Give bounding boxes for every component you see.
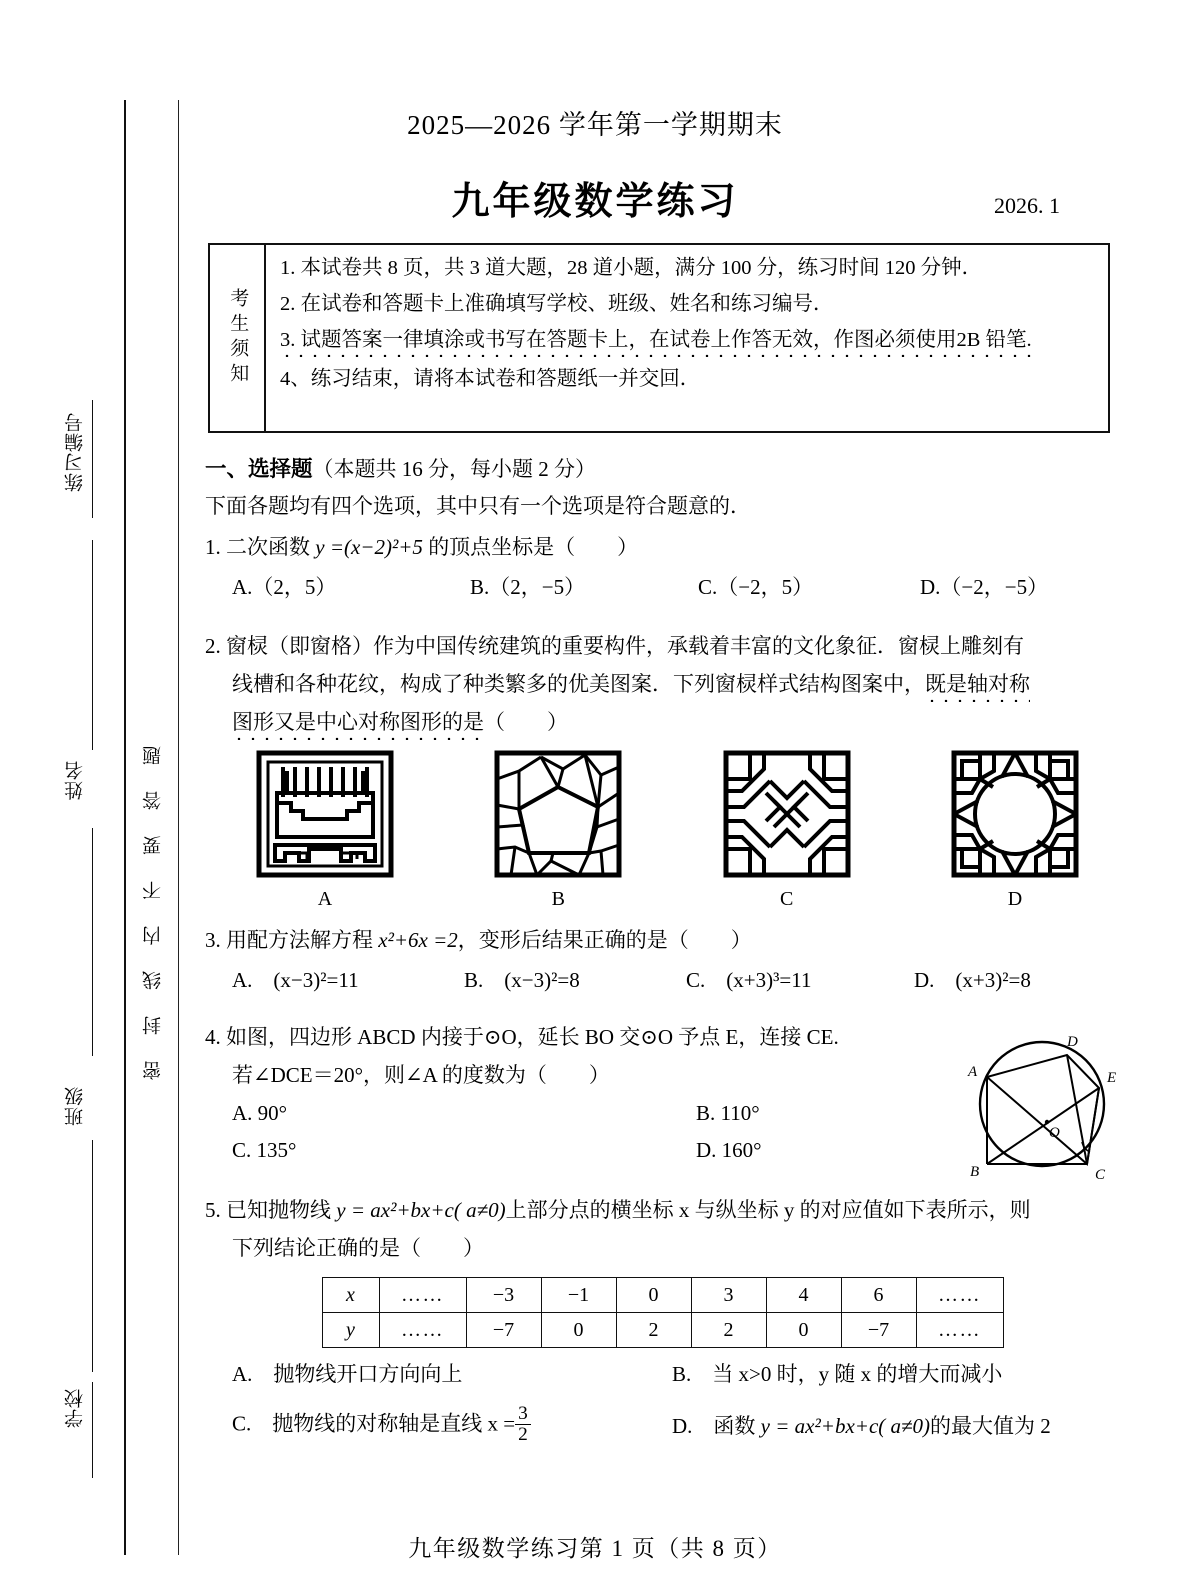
cyclic-quadrilateral-icon bbox=[954, 1024, 1132, 1182]
question-2-figure-d bbox=[950, 749, 1080, 911]
question-5-options-row-2 bbox=[205, 1404, 1120, 1446]
svg-text:A: A bbox=[968, 1064, 978, 1081]
table-cell-x-6: 6 bbox=[841, 1278, 916, 1313]
question-4-line-1-text: 如图，四边形 ABCD 内接于⊙O，延长 BO 交⊙O 予点 E，连接 CE. bbox=[226, 1025, 839, 1050]
question-3-number: 3. bbox=[205, 928, 221, 953]
fret-square-icon bbox=[255, 749, 395, 879]
table-cell-y-2: 0 bbox=[541, 1313, 616, 1348]
question-5-line-1-pre: 已知抛物线 bbox=[226, 1198, 337, 1223]
table-row-x bbox=[322, 1278, 1003, 1313]
notice-body bbox=[266, 245, 1108, 431]
table-cell-y-7: …… bbox=[916, 1313, 1003, 1348]
question-2-line-1 bbox=[205, 629, 1120, 663]
svg-text:D: D bbox=[1067, 1034, 1078, 1051]
table-cell-y-6: −7 bbox=[841, 1313, 916, 1348]
question-5-option-b[interactable]: B. 当 x>0 时，y 随 x 的增大而减小 bbox=[672, 1362, 1003, 1387]
table-row-label-y: y bbox=[322, 1313, 379, 1348]
circle-lattice-icon bbox=[950, 749, 1080, 879]
table-cell-y-1: −7 bbox=[466, 1313, 541, 1348]
page-subtitle-year: 2025—2026 学年第一学期期末 bbox=[407, 110, 783, 140]
fraction-denominator: 2 bbox=[518, 1424, 528, 1446]
question-4-option-d[interactable]: D. 160° bbox=[696, 1138, 762, 1163]
question-2-figure-c bbox=[722, 749, 852, 911]
seal-warning-text: 密封线内不要答题 bbox=[143, 720, 164, 1080]
question-2-caption-d: D bbox=[1007, 888, 1023, 911]
question-5-option-c[interactable] bbox=[232, 1404, 672, 1446]
question-1-options bbox=[205, 571, 1120, 601]
question-2-figure-a bbox=[255, 749, 395, 911]
table-cell-y-4: 2 bbox=[691, 1313, 766, 1348]
question-4 bbox=[205, 1020, 1120, 1183]
question-2-figure-b bbox=[493, 749, 623, 911]
notice-item-2: 2. 在试卷和答题卡上准确填写学校、班级、姓名和练习编号． bbox=[280, 293, 834, 316]
question-2-line-3 bbox=[205, 705, 1120, 739]
table-row-y bbox=[322, 1313, 1003, 1348]
svg-text:E: E bbox=[1107, 1070, 1117, 1087]
page-title: 九年级数学练习 bbox=[451, 181, 739, 223]
table-cell-x-1: −3 bbox=[466, 1278, 541, 1313]
question-2-caption-a: A bbox=[317, 888, 333, 911]
question-5-table-wrap bbox=[205, 1277, 1120, 1348]
question-3-option-c[interactable]: C. (x+3)³=11 bbox=[686, 968, 812, 993]
field-label-exam-number: 练习编号 bbox=[65, 412, 86, 492]
table-cell-y-3: 2 bbox=[616, 1313, 691, 1348]
question-2-line-3a: 图形又是中心对称图形的是 bbox=[232, 710, 484, 735]
page-footer: 九年级数学练习第 1 页（共 8 页） bbox=[408, 1536, 782, 1561]
notice-label-cell bbox=[210, 245, 266, 431]
question-2-figures bbox=[205, 749, 1120, 911]
margin-rule-inner bbox=[178, 100, 179, 1555]
exam-date: 2026. 1 bbox=[994, 193, 1060, 218]
table-cell-x-4: 3 bbox=[691, 1278, 766, 1313]
field-underline-name-2 bbox=[92, 828, 93, 1056]
question-1-stem-pre: 二次函数 bbox=[226, 535, 316, 559]
question-4-option-b[interactable]: B. 110° bbox=[696, 1101, 760, 1126]
candidate-notice-box bbox=[208, 243, 1110, 433]
field-label-school: 学校 bbox=[65, 1388, 86, 1428]
question-1-stem-post: 的顶点坐标是（ ） bbox=[422, 535, 639, 559]
question-4-option-c[interactable]: C. 135° bbox=[232, 1138, 297, 1163]
question-5-line-1 bbox=[205, 1193, 1120, 1227]
question-1-option-d[interactable]: D.（−2，−5） bbox=[920, 575, 1049, 600]
section-lead: 下面各题均有四个选项，其中只有一个选项是符合题意的． bbox=[205, 494, 751, 518]
question-1-stem bbox=[205, 530, 1120, 564]
question-5-number: 5. bbox=[205, 1198, 221, 1223]
svg-text:C: C bbox=[1095, 1167, 1106, 1183]
svg-text:O: O bbox=[1049, 1125, 1060, 1142]
question-2-line-2a: 线槽和各种花纹，构成了种类繁多的优美图案．下列窗棂样式结构图案中， bbox=[232, 672, 925, 697]
question-1-option-b[interactable]: B.（2，−5） bbox=[470, 575, 586, 600]
question-2-line-2 bbox=[205, 667, 1120, 701]
question-3-stem bbox=[205, 923, 1120, 957]
swastika-lattice-icon bbox=[722, 749, 852, 879]
question-3-stem-post: ，变形后结果正确的是（ ） bbox=[457, 928, 752, 953]
table-cell-x-0: …… bbox=[379, 1278, 466, 1313]
question-5-line-1-post: 上部分点的横坐标 x 与纵坐标 y 的对应值如下表所示，则 bbox=[505, 1198, 1031, 1223]
table-cell-x-3: 0 bbox=[616, 1278, 691, 1313]
table-cell-x-5: 4 bbox=[766, 1278, 841, 1313]
field-underline-exam-number bbox=[92, 400, 93, 518]
table-cell-y-0: …… bbox=[379, 1313, 466, 1348]
question-3-stem-math: x²+6x =2 bbox=[378, 928, 458, 953]
svg-text:B: B bbox=[970, 1164, 980, 1181]
question-3-option-b[interactable]: B. (x−3)²=8 bbox=[464, 968, 580, 993]
notice-item-1: 1. 本试卷共 8 页，共 3 道大题，28 道小题，满分 100 分，练习时间 120 分钟． bbox=[280, 257, 983, 279]
question-4-option-a[interactable]: A. 90° bbox=[232, 1101, 288, 1126]
ice-crack-pentagon-icon bbox=[493, 749, 623, 879]
field-underline-name bbox=[92, 540, 93, 750]
question-5-option-d-math: y = ax²+bx+c( a≠0) bbox=[760, 1413, 931, 1438]
field-label-class: 班级 bbox=[65, 1086, 86, 1126]
question-5-option-c-pre: C. 抛物线的对称轴是直线 x = bbox=[232, 1411, 516, 1436]
question-1-option-a[interactable]: A.（2，5） bbox=[232, 575, 337, 600]
question-3-option-d[interactable]: D. (x+3)²=8 bbox=[914, 968, 1031, 993]
field-underline-school bbox=[92, 1382, 93, 1478]
question-2 bbox=[205, 629, 1120, 911]
question-2-number: 2. bbox=[205, 634, 221, 659]
question-5-option-d-pre: D. 函数 bbox=[672, 1413, 761, 1438]
question-4-number: 4. bbox=[205, 1025, 221, 1050]
question-5 bbox=[205, 1193, 1120, 1446]
question-5-line-1-math: y = ax²+bx+c( a≠0) bbox=[336, 1198, 506, 1223]
question-5-option-d-post: 的最大值为 2 bbox=[930, 1413, 1051, 1438]
question-4-line-2: 若∠DCE＝20°，则∠A 的度数为（ ） bbox=[232, 1063, 610, 1088]
notice-item-4: 4、练习结束，请将本试卷和答题纸一并交回． bbox=[280, 368, 701, 391]
question-3-option-a[interactable]: A. (x−3)²=11 bbox=[232, 968, 359, 993]
question-2-caption-b: B bbox=[551, 888, 565, 911]
question-5-option-d[interactable] bbox=[672, 1410, 1051, 1440]
section-heading bbox=[205, 452, 1120, 483]
margin-rule-outer bbox=[124, 100, 126, 1555]
table-row-label-x: x bbox=[322, 1278, 379, 1313]
question-4-figure bbox=[954, 1024, 1132, 1187]
question-2-caption-c: C bbox=[779, 888, 794, 911]
table-cell-x-7: …… bbox=[916, 1278, 1003, 1313]
question-2-line-3b: （ ） bbox=[484, 710, 568, 735]
question-3 bbox=[205, 923, 1120, 994]
notice-item-3-text: 3. 试题答案一律填涂或书写在答题卡上，在试卷上作答无效，作图必须使用2B 铅笔. bbox=[280, 329, 1032, 352]
question-5-line-2: 下列结论正确的是（ ） bbox=[232, 1236, 484, 1261]
question-1-option-c[interactable]: C.（−2，5） bbox=[698, 575, 814, 600]
question-3-stem-pre: 用配方法解方程 bbox=[226, 928, 379, 953]
question-5-option-a[interactable]: A. 抛物线开口方向向上 bbox=[232, 1362, 463, 1387]
section-heading-rest: （本题共 16 分，每小题 2 分） bbox=[312, 457, 597, 481]
question-5-option-c-fraction bbox=[515, 1404, 531, 1446]
parabola-value-table bbox=[322, 1277, 1004, 1348]
question-1-stem-math: y =(x−2)²+5 bbox=[315, 535, 423, 559]
field-underline-class bbox=[92, 1140, 93, 1372]
question-1 bbox=[205, 530, 1120, 601]
question-4-line-1 bbox=[205, 1020, 905, 1054]
fraction-numerator: 3 bbox=[515, 1404, 531, 1425]
question-3-options bbox=[205, 964, 1120, 994]
exam-content bbox=[205, 452, 1120, 1446]
question-2-line-2b: 既是轴对称 bbox=[925, 672, 1030, 697]
table-cell-x-2: −1 bbox=[541, 1278, 616, 1313]
section-heading-bold: 一、选择题 bbox=[205, 457, 313, 481]
table-cell-y-5: 0 bbox=[766, 1313, 841, 1348]
question-5-options-row-1 bbox=[205, 1358, 1120, 1388]
question-2-line-1-text: 窗棂（即窗格）作为中国传统建筑的重要构件，承载着丰富的文化象征．窗棂上雕刻有 bbox=[226, 634, 1024, 659]
notice-item-3 bbox=[280, 327, 1096, 354]
notice-label-text: 考生须知 bbox=[227, 288, 249, 388]
question-1-number: 1. bbox=[205, 535, 221, 559]
field-label-name: 姓名 bbox=[65, 760, 86, 800]
